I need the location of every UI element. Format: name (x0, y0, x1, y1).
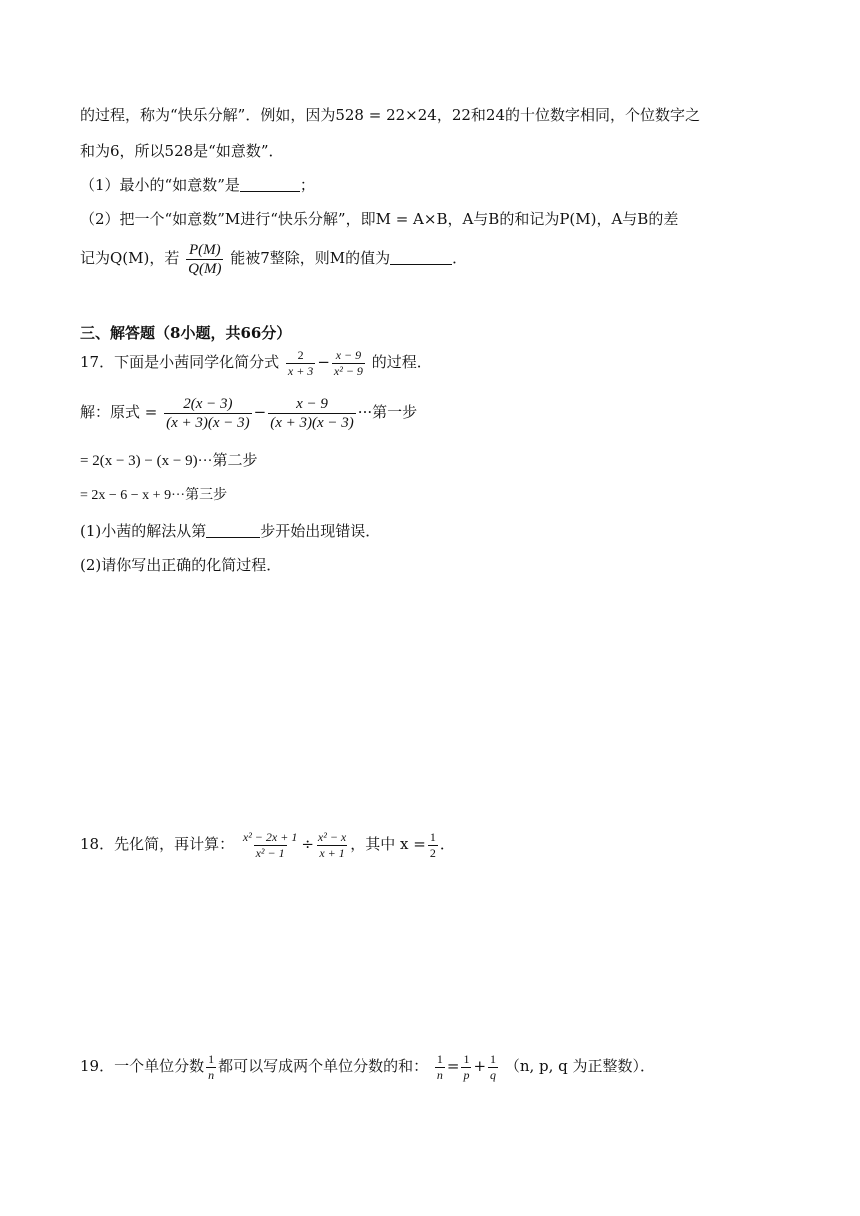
q17-fraction-1-denominator: x + 3 (287, 363, 314, 378)
q17-sub-1-prefix: (1)小茜的解法从第 (80, 522, 207, 540)
q19-prefix: 19．一个单位分数 (80, 1057, 205, 1075)
q17-sub-2: (2)请你写出正确的化简过程． (80, 556, 282, 574)
q16-part-2-mid: 能被7整除，则M的值为 (230, 249, 391, 267)
q19-plus: + (473, 1057, 487, 1075)
q18-fraction-1 (241, 830, 299, 861)
q16-answer-blank-2[interactable] (390, 249, 452, 265)
q17-fraction-2 (332, 348, 365, 379)
q19-fraction-p-numerator: 1 (463, 1051, 470, 1066)
q18-divide: ÷ (301, 835, 314, 853)
q17-step-1-fraction-2-denominator: (x + 3)(x − 3) (270, 414, 354, 431)
q17-step-1-minus: − (253, 403, 267, 421)
section-3-heading: 三、解答题（8小题，共66分） (80, 324, 292, 342)
q17-step-2: = 2(x − 3) − (x − 9)···第二步 (80, 453, 258, 469)
q17-fraction-2-denominator: x² − 9 (333, 363, 363, 378)
q18-fraction-1-denominator: x² − 1 (255, 845, 285, 860)
q16-part-2-line-1: （2）把一个“如意数”M进行“快乐分解”，即M = A×B，A与B的和记为P(M)，A与B的差 (80, 210, 679, 228)
q18-fraction-3 (428, 830, 438, 861)
q19-fraction-n-numerator: 1 (436, 1051, 443, 1066)
q19-fraction-q (488, 1052, 498, 1083)
q18-fraction-2-denominator: x + 1 (319, 845, 345, 860)
q16-fraction-numerator: P(M) (188, 241, 221, 258)
q19-fraction-unit-denominator: n (208, 1067, 215, 1082)
q16-part-2-line-2 (80, 238, 467, 278)
q19-fraction-n (435, 1052, 445, 1083)
q17-stem (80, 342, 432, 382)
q17-step-1-fraction-1-numerator: 2(x − 3) (183, 395, 233, 412)
q17-step-1-fraction-1 (164, 395, 252, 432)
q18-stem (80, 822, 455, 866)
q19-equals: = (446, 1057, 460, 1075)
q19-fraction-unit (206, 1052, 216, 1083)
q19-mid: 都可以写成两个单位分数的和： (218, 1057, 429, 1075)
q17-answer-blank[interactable] (206, 522, 260, 538)
q17-step-1 (80, 390, 417, 434)
q18-suffix: ． (439, 835, 455, 853)
q17-suffix: 的过程． (371, 353, 432, 371)
q17-fraction-1-numerator: 2 (297, 347, 304, 362)
q17-step-1-label: ···第一步 (357, 403, 418, 421)
q19-fraction-p-denominator: p (463, 1067, 470, 1082)
q17-sub-1-suffix: 步开始出现错误． (260, 522, 381, 540)
q17-step-1-fraction-2 (268, 395, 356, 432)
q19-suffix: （n, p, q 为正整数）． (504, 1057, 656, 1075)
q17-step-1-fraction-2-numerator: x − 9 (296, 395, 328, 412)
q17-step-3: = 2x − 6 − x + 9···第三步 (80, 488, 228, 503)
q18-fraction-2-numerator: x² − x (317, 829, 347, 844)
q17-fraction-1 (286, 348, 315, 379)
q17-minus: − (317, 353, 330, 371)
q19-fraction-q-denominator: q (490, 1067, 497, 1082)
q18-prefix: 18．先化简，再计算： (80, 835, 235, 853)
q18-fraction-3-numerator: 1 (429, 829, 436, 844)
q16-fraction-denominator: Q(M) (188, 260, 222, 277)
q16-part-2-suffix: ． (452, 249, 468, 267)
q17-prefix: 17．下面是小茜同学化简分式 (80, 353, 280, 371)
q16-part-1 (80, 174, 315, 196)
q16-part-1-prefix: （1）最小的“如意数”是 (80, 176, 240, 194)
q18-fraction-1-numerator: x² − 2x + 1 (242, 829, 298, 844)
q19-fraction-unit-numerator: 1 (208, 1051, 215, 1066)
q16-part-1-suffix: ； (299, 176, 315, 194)
q16-answer-blank-1[interactable] (240, 176, 300, 192)
q17-fraction-2-numerator: x − 9 (335, 347, 362, 362)
intro-line-2: 和为6，所以528是“如意数”． (80, 142, 284, 160)
q19-fraction-n-denominator: n (436, 1067, 443, 1082)
q18-fraction-2 (316, 830, 348, 861)
q19-fraction-p (461, 1052, 471, 1083)
q19-stem (80, 1044, 655, 1088)
q17-sub-1 (80, 520, 380, 542)
q16-fraction (186, 241, 223, 278)
q18-fraction-3-denominator: 2 (429, 845, 436, 860)
q18-mid: ，其中 x = (350, 835, 426, 853)
q19-fraction-q-numerator: 1 (490, 1051, 497, 1066)
q17-step-1-prefix: 解：原式 = (80, 403, 158, 421)
q17-step-1-fraction-1-denominator: (x + 3)(x − 3) (166, 414, 250, 431)
q16-part-2-prefix: 记为Q(M)，若 (80, 249, 180, 267)
intro-line-1: 的过程，称为“快乐分解”．例如，因为528 = 22×24，22和24的十位数字相同，个位数字之 (80, 106, 700, 124)
